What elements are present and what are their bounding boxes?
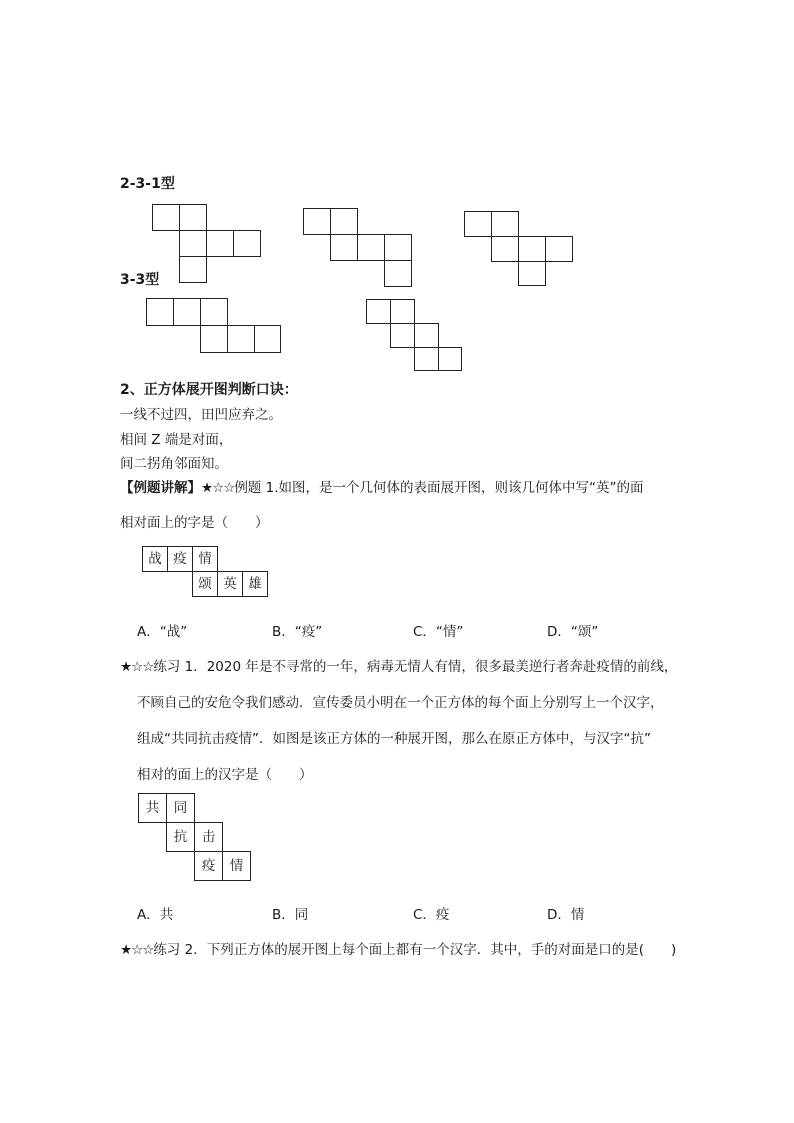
net-square — [390, 323, 415, 348]
practice-1-option-a: A．共 — [137, 907, 174, 923]
net-char-cell: 情 — [192, 546, 218, 572]
example-1-option-d: D．“颂” — [547, 624, 599, 640]
practice-1-line-3: 组成“共同抗击疫情”．如图是该正方体的一种展开图，那么在原正方体中，与汉字“抗” — [137, 731, 651, 747]
net-char-cell: 同 — [166, 793, 195, 823]
net-square — [414, 347, 439, 371]
net-square — [173, 298, 201, 326]
rule-line-2: 相间 Z 端是对面， — [120, 432, 233, 448]
net-square — [518, 261, 546, 286]
practice-1-option-c: C．疫 — [413, 907, 450, 923]
net-char-cell: 英 — [217, 571, 243, 597]
net-square — [200, 298, 228, 326]
net-square — [414, 323, 439, 348]
net-square — [254, 325, 281, 353]
net-char-cell: 疫 — [167, 546, 193, 572]
net-square — [366, 299, 391, 324]
net-char-cell: 共 — [138, 793, 167, 823]
net-square — [227, 325, 255, 353]
net-char-cell: 抗 — [166, 822, 195, 852]
example-1-option-c: C．“情” — [413, 624, 464, 640]
practice-1-option-d: D．情 — [547, 907, 585, 923]
example-1-question — [120, 476, 643, 496]
example-1-option-b: B．“疫” — [272, 624, 323, 640]
net-square — [518, 236, 546, 262]
net-square — [152, 204, 180, 231]
net-char-cell: 颂 — [192, 571, 218, 597]
net-square — [390, 299, 415, 324]
net-square — [357, 234, 385, 261]
net-square — [384, 234, 412, 261]
practice-1-line-1 — [120, 655, 677, 675]
practice-1-line-4: 相对的面上的汉字是（ ） — [137, 767, 313, 783]
net-square — [491, 211, 519, 237]
section-heading-231: 2-3-1型 — [120, 176, 175, 192]
net-char-cell: 情 — [222, 851, 251, 881]
net-square — [384, 260, 412, 287]
net-square — [179, 204, 207, 231]
example-1-question-cont: 相对面上的字是（ ） — [120, 515, 269, 531]
net-square — [200, 325, 228, 353]
net-char-cell: 雄 — [242, 571, 268, 597]
net-square — [464, 211, 492, 237]
example-1-option-a: A．“战” — [137, 624, 188, 640]
example-tag: 【例题讲解】 — [120, 480, 201, 496]
difficulty-stars: ★☆☆ — [120, 659, 154, 675]
net-char-cell: 战 — [142, 546, 168, 572]
rule-heading: 2、正方体展开图判断口诀： — [120, 382, 298, 398]
net-square — [233, 230, 261, 257]
net-char-cell: 击 — [194, 822, 223, 852]
net-square — [179, 256, 207, 283]
net-square — [330, 208, 358, 235]
practice-1-option-b: B．同 — [272, 907, 309, 923]
net-square — [179, 230, 207, 257]
difficulty-stars: ★☆☆ — [120, 942, 154, 958]
net-square — [303, 208, 331, 235]
net-square — [206, 230, 234, 257]
practice-2-text: 练习 2．下列正方体的展开图上每个面上都有一个汉字．其中，手的对面是口的是( ) — [153, 942, 677, 958]
net-square — [545, 236, 573, 262]
net-square — [491, 236, 519, 262]
net-char-cell: 疫 — [194, 851, 223, 881]
net-square — [438, 347, 462, 371]
example-1-text: 例题 1.如图，是一个几何体的表面展开图，则该几何体中写“英”的面 — [234, 480, 644, 496]
section-heading-33: 3-3型 — [120, 272, 160, 288]
difficulty-stars: ★☆☆ — [201, 480, 235, 496]
rule-line-1: 一线不过四，田凹应弃之。 — [120, 407, 282, 423]
practice-1-line-2: 不顾自己的安危令我们感动．宣传委员小明在一个正方体的每个面上分别写上一个汉字， — [137, 695, 664, 711]
rule-line-3: 间二拐角邻面知。 — [120, 456, 228, 472]
practice-2-question — [120, 938, 676, 958]
net-square — [146, 298, 174, 326]
net-square — [330, 234, 358, 261]
practice-1-text: 练习 1．2020 年是不寻常的一年，病毒无情人有情，很多最美逆行者奔赴疫情的前线， — [153, 659, 678, 675]
